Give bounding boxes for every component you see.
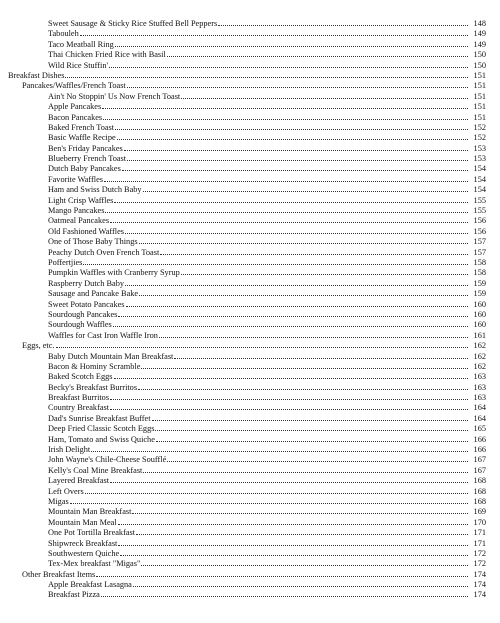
toc-entry[interactable] <box>0 330 500 340</box>
dot-leader <box>155 423 468 431</box>
dot-leader <box>113 319 468 327</box>
dot-leader <box>167 49 468 57</box>
toc-entry-title: Old Fashioned Waffles <box>48 226 124 236</box>
toc-entry-page-number: 160 <box>473 299 486 309</box>
toc-entry-page-number: 166 <box>473 434 486 444</box>
toc-entry-title: Becky's Breakfast Burritos <box>48 382 138 392</box>
dot-leader <box>141 361 468 369</box>
dot-leader <box>126 299 469 307</box>
dot-leader <box>120 548 468 556</box>
toc-entry-title: Shipwreck Breakfast <box>48 538 118 548</box>
toc-entry-title: Ham and Swiss Dutch Baby <box>48 185 142 195</box>
dot-leader <box>110 215 468 223</box>
toc-entry[interactable] <box>0 80 500 90</box>
toc-entry[interactable] <box>0 267 500 277</box>
toc-entry-title: Breakfast Burritos <box>48 393 110 403</box>
dot-leader <box>110 402 468 410</box>
toc-entry-page-number: 154 <box>473 174 486 184</box>
toc-entry[interactable] <box>0 569 500 579</box>
toc-entry-title: One of Those Baby Things <box>48 237 138 247</box>
toc-entry-page-number: 164 <box>473 403 486 413</box>
toc-entry[interactable] <box>0 70 500 80</box>
toc-entry-page-number: 174 <box>473 569 486 579</box>
toc-entry[interactable] <box>0 371 500 381</box>
toc-entry-title: Wild Rice Stuffin' <box>48 60 109 70</box>
dot-leader <box>70 496 468 504</box>
dot-leader <box>127 80 468 88</box>
toc-entry-title: Oatmeal Pancakes <box>48 216 110 226</box>
toc-entry-page-number: 151 <box>473 112 486 122</box>
toc-entry-page-number: 172 <box>473 559 486 569</box>
toc-entry[interactable] <box>0 506 500 516</box>
toc-entry-title: Mountain Man Breakfast <box>48 507 132 517</box>
toc-entry[interactable] <box>0 548 500 558</box>
toc-entry-page-number: 168 <box>473 486 486 496</box>
dot-leader <box>91 444 468 452</box>
dot-leader <box>174 351 468 359</box>
toc-entry[interactable] <box>0 101 500 111</box>
dot-leader <box>138 382 468 390</box>
toc-entry-page-number: 174 <box>473 580 486 590</box>
toc-entry-title: Sweet Potato Pancakes <box>48 299 125 309</box>
toc-entry-title: Other Breakfast Items <box>22 569 96 579</box>
toc-entry-title: Bacon & Hominy Scramble <box>48 361 141 371</box>
toc-entry-title: Irish Delight <box>48 445 91 455</box>
dot-leader <box>156 434 468 442</box>
toc-entry-title: Left Overs <box>48 486 84 496</box>
toc-entry-page-number: 163 <box>473 382 486 392</box>
toc-entry-title: Baked Scotch Eggs <box>48 372 113 382</box>
dot-leader <box>117 132 468 140</box>
dot-leader <box>133 579 468 587</box>
dot-leader <box>65 70 468 78</box>
toc-entry-page-number: 163 <box>473 393 486 403</box>
toc-entry-page-number: 164 <box>473 413 486 423</box>
toc-entry[interactable] <box>0 247 500 257</box>
toc-entry-page-number: 162 <box>473 351 486 361</box>
toc-entry-title: Bacon Pancakes <box>48 112 103 122</box>
toc-entry-page-number: 151 <box>473 70 486 80</box>
dot-leader <box>122 163 468 171</box>
toc-entry-title: Favorite Waffles <box>48 174 104 184</box>
toc-entry[interactable] <box>0 288 500 298</box>
dot-leader <box>118 538 468 546</box>
toc-entry-title: Apple Breakfast Lasagna <box>48 580 132 590</box>
toc-entry[interactable] <box>0 475 500 485</box>
toc-entry[interactable] <box>0 174 500 184</box>
toc-entry-page-number: 160 <box>473 320 486 330</box>
toc-entry-page-number: 168 <box>473 476 486 486</box>
toc-entry[interactable] <box>0 434 500 444</box>
dot-leader <box>105 205 468 213</box>
toc-entry[interactable] <box>0 402 500 412</box>
toc-entry-title: Raspberry Dutch Baby <box>48 278 125 288</box>
toc-entry[interactable] <box>0 205 500 215</box>
toc-entry-title: Baked French Toast <box>48 122 115 132</box>
toc-entry[interactable] <box>0 257 500 267</box>
toc-entry-title: Mountain Man Meal <box>48 517 117 527</box>
dot-leader <box>103 112 468 120</box>
toc-entry-page-number: 155 <box>473 206 486 216</box>
toc-entry[interactable] <box>0 195 500 205</box>
toc-entry[interactable] <box>0 28 500 38</box>
toc-entry[interactable] <box>0 351 500 361</box>
toc-entry-title: Ben's Friday Pancakes <box>48 143 123 153</box>
toc-entry-page-number: 149 <box>473 29 486 39</box>
toc-entry-page-number: 154 <box>473 185 486 195</box>
toc-entry[interactable] <box>0 236 500 246</box>
toc-entry-title: Pancakes/Waffles/French Toast <box>22 81 126 91</box>
toc-entry[interactable] <box>0 423 500 433</box>
dot-leader <box>159 330 468 338</box>
toc-entry-title: Tex-Mex breakfast "Migas" <box>48 559 141 569</box>
toc-entry-page-number: 168 <box>473 496 486 506</box>
dot-leader <box>85 486 468 494</box>
toc-entry[interactable] <box>0 163 500 173</box>
toc-entry-title: One Pot Tortilla Breakfast <box>48 528 136 538</box>
toc-entry-page-number: 161 <box>473 330 486 340</box>
dot-leader <box>141 558 468 566</box>
toc-entry-title: Southwestern Quiche <box>48 548 120 558</box>
dot-leader <box>102 101 468 109</box>
toc-entry-page-number: 169 <box>473 507 486 517</box>
toc-entry-title: Ham, Tomato and Swiss Quiche <box>48 434 155 444</box>
dot-leader <box>181 91 468 99</box>
toc-entry-page-number: 167 <box>473 465 486 475</box>
toc-entry[interactable] <box>0 143 500 153</box>
toc-entry[interactable] <box>0 486 500 496</box>
toc-entry-title: Mango Pancakes <box>48 206 105 216</box>
toc-entry[interactable] <box>0 589 500 599</box>
toc-entry-title: Tabouleh <box>48 29 79 39</box>
toc-entry[interactable] <box>0 112 500 122</box>
toc-entry-page-number: 156 <box>473 216 486 226</box>
toc-entry-page-number: 155 <box>473 195 486 205</box>
toc-entry[interactable] <box>0 527 500 537</box>
toc-entry-title: Sourdough Pancakes <box>48 309 118 319</box>
dot-leader <box>139 288 468 296</box>
toc-entry[interactable] <box>0 122 500 132</box>
dot-leader <box>139 236 468 244</box>
toc-entry-title: Thai Chicken Fried Rice with Basil <box>48 50 166 60</box>
toc-entry[interactable] <box>0 444 500 454</box>
toc-entry[interactable] <box>0 215 500 225</box>
toc-entry-title: Peachy Dutch Oven French Toast <box>48 247 160 257</box>
toc-entry-page-number: 148 <box>473 19 486 28</box>
toc-entry-page-number: 160 <box>473 309 486 319</box>
toc-entry-page-number: 174 <box>473 590 486 600</box>
toc-entry-title: Light Crisp Waffles <box>48 195 114 205</box>
toc-entry-page-number: 150 <box>473 60 486 70</box>
dot-leader <box>114 371 468 379</box>
toc-entry-title: Poffertjies <box>48 257 83 267</box>
toc-entry[interactable] <box>0 579 500 589</box>
toc-entry-page-number: 163 <box>473 372 486 382</box>
dot-leader <box>143 184 468 192</box>
toc-entry[interactable] <box>0 49 500 59</box>
toc-entry-title: Country Breakfast <box>48 403 110 413</box>
dot-leader <box>152 413 469 421</box>
toc-entry[interactable] <box>0 496 500 506</box>
dot-leader <box>181 267 468 275</box>
toc-entry-title: Eggs, etc. <box>22 341 55 351</box>
toc-entry-title: Dad's Sunrise Breakfast Buffet <box>48 413 151 423</box>
toc-entry-page-number: 156 <box>473 226 486 236</box>
dot-leader <box>110 475 468 483</box>
toc-entry-title: Migas <box>48 496 69 506</box>
toc-entry-title: Basic Waffle Recipe <box>48 133 116 143</box>
toc-entry-page-number: 151 <box>473 81 486 91</box>
dot-leader <box>109 60 468 68</box>
toc-entry-page-number: 171 <box>473 528 486 538</box>
dot-leader <box>218 18 468 26</box>
toc-entry[interactable] <box>0 18 500 28</box>
toc-entry-title: Blueberry French Toast <box>48 154 127 164</box>
dot-leader <box>101 589 468 597</box>
toc-entry[interactable] <box>0 91 500 101</box>
toc-entry-title: Breakfast Dishes <box>8 70 65 80</box>
toc-entry[interactable] <box>0 413 500 423</box>
dot-leader <box>118 309 468 317</box>
toc-entry[interactable] <box>0 382 500 392</box>
table-of-contents <box>0 18 500 600</box>
toc-entry-page-number: 170 <box>473 517 486 527</box>
toc-entry-title: Taco Meatball Ring <box>48 39 114 49</box>
toc-entry-title: Pumpkin Waffles with Cranberry Syrup <box>48 268 180 278</box>
toc-entry-page-number: 151 <box>473 91 486 101</box>
toc-entry[interactable] <box>0 465 500 475</box>
toc-entry-page-number: 153 <box>473 154 486 164</box>
toc-entry-title: Sweet Sausage & Sticky Rice Stuffed Bell Peppers <box>48 19 218 28</box>
toc-entry[interactable] <box>0 319 500 329</box>
dot-leader <box>132 506 468 514</box>
dot-leader <box>167 454 468 462</box>
toc-entry-page-number: 167 <box>473 455 486 465</box>
toc-entry-page-number: 154 <box>473 164 486 174</box>
dot-leader <box>125 278 468 286</box>
toc-entry-title: Layered Breakfast <box>48 476 110 486</box>
toc-entry-page-number: 157 <box>473 247 486 257</box>
toc-entry[interactable] <box>0 309 500 319</box>
toc-entry-page-number: 159 <box>473 278 486 288</box>
toc-entry[interactable] <box>0 517 500 527</box>
toc-entry-title: John Wayne's Chile-Cheese Soufflé <box>48 455 167 465</box>
toc-entry-page-number: 172 <box>473 548 486 558</box>
dot-leader <box>136 527 468 535</box>
toc-entry[interactable] <box>0 340 500 350</box>
toc-entry-page-number: 162 <box>473 341 486 351</box>
dot-leader <box>127 153 468 161</box>
toc-entry[interactable] <box>0 153 500 163</box>
toc-entry-title: Deep Fried Classic Scotch Eggs <box>48 424 155 434</box>
dot-leader <box>80 28 468 36</box>
toc-entry-page-number: 149 <box>473 39 486 49</box>
dot-leader <box>160 247 468 255</box>
toc-entry-title: Sourdough Waffles <box>48 320 112 330</box>
toc-entry[interactable] <box>0 361 500 371</box>
dot-leader <box>110 392 468 400</box>
toc-entry-page-number: 165 <box>473 424 486 434</box>
toc-entry[interactable] <box>0 184 500 194</box>
dot-leader <box>115 122 468 130</box>
toc-entry-title: Dutch Baby Pancakes <box>48 164 121 174</box>
toc-entry-page-number: 158 <box>473 257 486 267</box>
toc-entry-page-number: 152 <box>473 133 486 143</box>
dot-leader <box>143 465 468 473</box>
toc-entry-page-number: 151 <box>473 102 486 112</box>
toc-entry-title: Baby Dutch Mountain Man Breakfast <box>48 351 174 361</box>
toc-entry[interactable] <box>0 39 500 49</box>
toc-entry-page-number: 162 <box>473 361 486 371</box>
toc-entry-page-number: 171 <box>473 538 486 548</box>
dot-leader <box>104 174 468 182</box>
toc-entry-title: Ain't No Stoppin' Us Now French Toast <box>48 91 181 101</box>
toc-entry-title: Waffles for Cast Iron Waffle Iron <box>48 330 158 340</box>
toc-entry[interactable] <box>0 132 500 142</box>
toc-entry[interactable] <box>0 454 500 464</box>
toc-entry-page-number: 157 <box>473 237 486 247</box>
toc-entry-page-number: 166 <box>473 445 486 455</box>
toc-entry[interactable] <box>0 538 500 548</box>
toc-entry-title: Breakfast Pizza <box>48 590 100 600</box>
dot-leader <box>125 226 468 234</box>
toc-entry[interactable] <box>0 60 500 70</box>
toc-entry[interactable] <box>0 392 500 402</box>
toc-entry-page-number: 150 <box>473 50 486 60</box>
toc-entry[interactable] <box>0 299 500 309</box>
dot-leader <box>56 340 469 348</box>
toc-entry-title: Kelly's Coal Mine Breakfast <box>48 465 143 475</box>
toc-entry-title: Apple Pancakes <box>48 102 102 112</box>
toc-entry[interactable] <box>0 226 500 236</box>
dot-leader <box>114 195 468 203</box>
toc-entry-title: Sausage and Pancake Bake <box>48 289 139 299</box>
toc-entry-page-number: 159 <box>473 289 486 299</box>
dot-leader <box>83 257 468 265</box>
dot-leader <box>115 39 468 47</box>
dot-leader <box>124 143 468 151</box>
toc-entry[interactable] <box>0 558 500 568</box>
toc-entry[interactable] <box>0 278 500 288</box>
dot-leader <box>118 517 468 525</box>
toc-entry-page-number: 158 <box>473 268 486 278</box>
toc-entry-page-number: 153 <box>473 143 486 153</box>
dot-leader <box>96 569 468 577</box>
toc-entry-page-number: 152 <box>473 122 486 132</box>
